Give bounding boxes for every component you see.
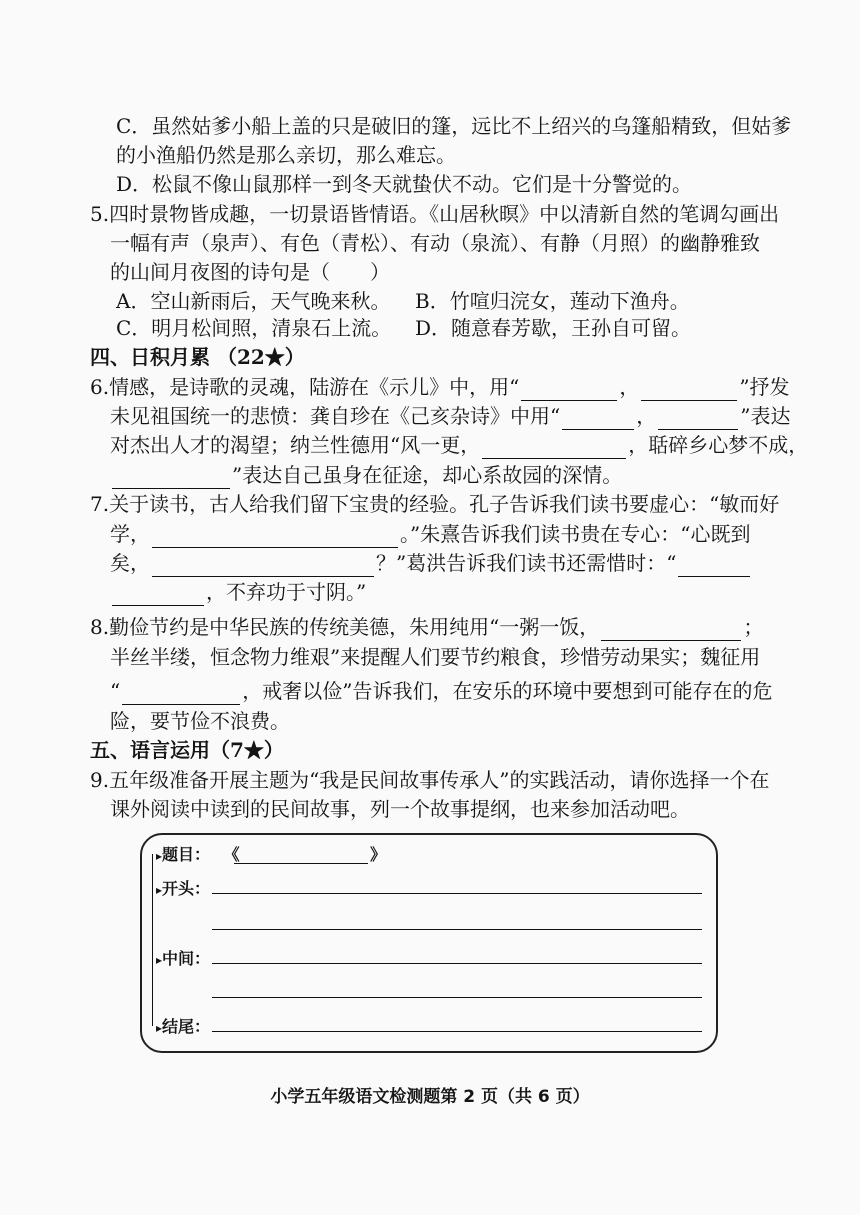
q7-blank-1[interactable] [152,525,398,548]
q4-option-c-line2: 的小渔船仍然是那么亲切，那么难忘。 [116,143,456,167]
outline-tree-line [152,854,153,1026]
q5-stem-line3: 的山间月夜图的诗句是（ ） [110,260,390,284]
outline-title-row: ▸题目： 《 [156,845,240,864]
q5-option-a: A．空山新雨后，天气晚来秋。 [116,289,391,313]
arrow-right-icon: ▸ [156,849,163,863]
q5-option-c: C．明月松间照，清泉石上流。 [116,316,392,340]
q8-blank-1[interactable] [601,618,741,641]
q7-blank-3b[interactable] [112,583,204,606]
q8-line3: “ ，戒奢以俭”告诉我们，在安乐的环境中要想到可能存在的危 [110,679,773,703]
q6-blank-4[interactable] [658,407,738,430]
q8-blank-2[interactable] [122,682,240,705]
q7-line4: ，不弃功于寸阴。” [110,578,366,606]
q8-line1: 8.勤俭节约是中华民族的传统美德，朱用纯用“一粥一饭， ； [90,615,764,639]
q8-line2: 半丝半缕，恒念物力维艰”来提醒人们要节约粮食，珍惜劳动果实；魏征用 [110,645,761,669]
q4-option-c-line1: C．虽然姑爹小船上盖的只是破旧的篷，远比不上绍兴的乌篷船精致，但姑爹 [116,114,792,138]
q4-option-d: D．松鼠不像山鼠那样一到冬天就蛰伏不动。它们是十分警觉的。 [116,172,693,196]
q5-stem-line1: 5.四时景物皆成趣，一切景语皆情语。《山居秋暝》中以清新自然的笔调勾画出 [90,202,780,226]
q6-blank-3[interactable] [562,407,634,430]
page-footer: 小学五年级语文检测题第 2 页（共 6 页） [270,1087,590,1107]
q6-line2: 未见祖国统一的悲愤：龚自珍在《己亥杂诗》中用“ ， ”表达 [110,404,791,428]
q8-line4: 险，要节俭不浪费。 [110,709,290,733]
q6-line1: 6.情感，是诗歌的灵魂，陆游在《示儿》中，用“ ， ”抒发 [90,375,790,399]
section-5-heading: 五、语言运用（7★） [90,738,284,762]
outline-start-row: ▸开头： [156,879,211,898]
outline-middle-blank-1[interactable] [212,963,702,964]
q5-stem-line2: 一幅有声（泉声）、有色（青松）、有动（泉流）、有静（月照）的幽静雅致 [110,231,760,255]
outline-end-blank[interactable] [212,1031,702,1032]
q6-blank-6[interactable] [112,466,230,489]
q6-blank-5[interactable] [482,436,626,459]
q6-line4: ”表达自己虽身在征途，却心系故园的深情。 [110,461,622,489]
arrow-right-icon: ▸ [156,953,163,967]
q6-blank-2[interactable] [641,378,737,401]
q7-line1: 7.关于读书，古人给我们留下宝贵的经验。孔子告诉我们读书要虚心：“敏而好 [90,492,780,516]
q7-blank-2[interactable] [152,554,374,577]
outline-middle-row: ▸中间： [156,949,211,968]
story-outline-box [140,833,718,1053]
q7-blank-3a[interactable] [678,554,750,577]
q6-line3: 对杰出人才的渴望；纳兰性德用“风一更， ，聒碎乡心梦不成， [110,433,809,457]
q6-blank-1[interactable] [521,378,617,401]
q5-option-d: D．随意春芳歇，王孙自可留。 [415,316,692,340]
q7-line2: 学， 。”朱熹告诉我们读书贵在专心：“心既到 [110,522,751,546]
outline-middle-blank-2[interactable] [212,997,702,998]
outline-start-blank-2[interactable] [212,929,702,930]
arrow-right-icon: ▸ [156,1021,163,1035]
section-4-heading: 四、日积月累 （22★） [90,345,305,369]
q7-line3: 矣， ？”葛洪告诉我们读书还需惜时：“ [110,549,752,577]
outline-end-row: ▸结尾： [156,1017,211,1036]
q9-line1: 9.五年级准备开展主题为“我是民间故事传承人”的实践活动，请你选择一个在 [90,768,770,792]
q5-option-b: B．竹喧归浣女，莲动下渔舟。 [415,289,690,313]
outline-title-close: 》 [370,845,387,864]
outline-title-blank[interactable] [234,863,368,864]
arrow-right-icon: ▸ [156,883,163,897]
q9-line2: 课外阅读中读到的民间故事，列一个故事提纲，也来参加活动吧。 [110,797,690,821]
outline-start-blank-1[interactable] [212,893,702,894]
